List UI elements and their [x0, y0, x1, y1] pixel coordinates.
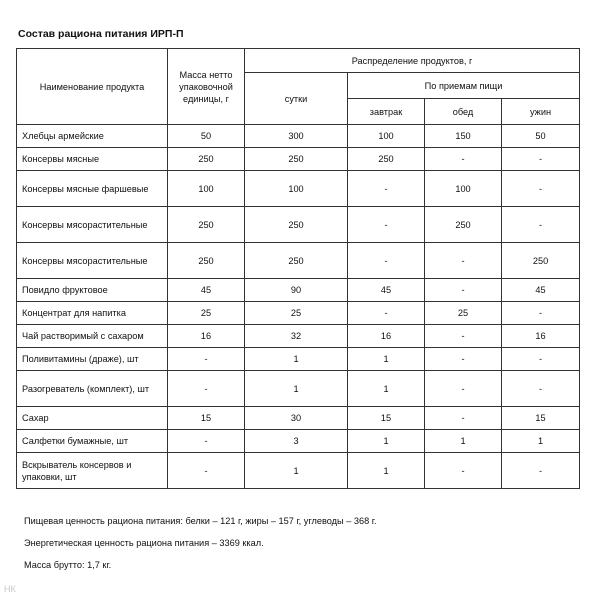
cell-net-mass: 16 [168, 325, 245, 348]
cell-breakfast: - [348, 207, 425, 243]
table-row [17, 348, 580, 371]
table-row [17, 371, 580, 407]
cell-dinner: - [502, 148, 580, 171]
table-row [17, 325, 580, 348]
cell-day: 1 [245, 348, 348, 371]
header-net-mass: Масса нетто упаковочной единицы, г [168, 49, 245, 125]
header-meals: По приемам пищи [348, 73, 580, 99]
cell-day: 3 [245, 430, 348, 453]
cell-product-name: Консервы мясные [17, 148, 168, 171]
cell-day: 90 [245, 279, 348, 302]
table-row [17, 453, 580, 489]
cell-day: 250 [245, 148, 348, 171]
cell-product-name: Чай растворимый с сахаром [17, 325, 168, 348]
cell-breakfast: - [348, 302, 425, 325]
table-row [17, 148, 580, 171]
cell-breakfast: 16 [348, 325, 425, 348]
cell-lunch: - [425, 348, 502, 371]
cell-dinner: 16 [502, 325, 580, 348]
cell-lunch: - [425, 243, 502, 279]
header-dinner: ужин [502, 99, 580, 125]
cell-net-mass: 100 [168, 171, 245, 207]
cell-product-name: Разогреватель (комплект), шт [17, 371, 168, 407]
cell-breakfast: 1 [348, 371, 425, 407]
cell-dinner: - [502, 348, 580, 371]
cell-net-mass: 50 [168, 125, 245, 148]
ration-table-body [17, 125, 580, 489]
document-title: Состав рациона питания ИРП-П [18, 28, 184, 40]
cell-breakfast: 1 [348, 348, 425, 371]
cell-product-name: Консервы мясорастительные [17, 243, 168, 279]
cell-lunch: 100 [425, 171, 502, 207]
cell-lunch: - [425, 279, 502, 302]
cell-day: 32 [245, 325, 348, 348]
cell-product-name: Вскрыватель консервов и упаковки, шт [17, 453, 168, 489]
cell-net-mass: 15 [168, 407, 245, 430]
cell-day: 100 [245, 171, 348, 207]
cell-dinner: 15 [502, 407, 580, 430]
cell-net-mass: 250 [168, 148, 245, 171]
table-row [17, 125, 580, 148]
cell-day: 300 [245, 125, 348, 148]
cell-product-name: Концентрат для напитка [17, 302, 168, 325]
cell-lunch: - [425, 371, 502, 407]
table-row [17, 430, 580, 453]
cell-product-name: Сахар [17, 407, 168, 430]
cell-product-name: Консервы мясорастительные [17, 207, 168, 243]
cell-dinner: 1 [502, 430, 580, 453]
cell-day: 1 [245, 453, 348, 489]
cell-dinner: - [502, 207, 580, 243]
header-breakfast: завтрак [348, 99, 425, 125]
cell-dinner: - [502, 171, 580, 207]
cell-product-name: Повидло фруктовое [17, 279, 168, 302]
cell-day: 250 [245, 243, 348, 279]
cell-lunch: 1 [425, 430, 502, 453]
energy-note: Энергетическая ценность рациона питания – 3369 ккал. [24, 538, 264, 548]
cell-net-mass: 25 [168, 302, 245, 325]
cell-net-mass: 250 [168, 207, 245, 243]
cell-lunch: - [425, 148, 502, 171]
table-row [17, 407, 580, 430]
cell-day: 1 [245, 371, 348, 407]
cell-breakfast: 250 [348, 148, 425, 171]
cell-dinner: 45 [502, 279, 580, 302]
cell-net-mass: - [168, 371, 245, 407]
cell-lunch: - [425, 325, 502, 348]
gross-mass-note: Масса брутто: 1,7 кг. [24, 560, 112, 570]
table-row [17, 243, 580, 279]
table-row [17, 171, 580, 207]
cell-dinner: 250 [502, 243, 580, 279]
cell-net-mass: - [168, 430, 245, 453]
cell-breakfast: 1 [348, 453, 425, 489]
cell-breakfast: 45 [348, 279, 425, 302]
cell-net-mass: 45 [168, 279, 245, 302]
cell-product-name: Консервы мясные фаршевые [17, 171, 168, 207]
cell-product-name: Хлебцы армейские [17, 125, 168, 148]
cell-day: 30 [245, 407, 348, 430]
cell-breakfast: 1 [348, 430, 425, 453]
table-row [17, 279, 580, 302]
header-day: сутки [245, 73, 348, 125]
cell-breakfast: 15 [348, 407, 425, 430]
cell-dinner: 50 [502, 125, 580, 148]
header-lunch: обед [425, 99, 502, 125]
cell-net-mass: - [168, 348, 245, 371]
header-distribution: Распределение продуктов, г [245, 49, 580, 73]
cell-lunch: 150 [425, 125, 502, 148]
cell-breakfast: 100 [348, 125, 425, 148]
cell-day: 25 [245, 302, 348, 325]
table-row [17, 302, 580, 325]
cell-breakfast: - [348, 171, 425, 207]
watermark: НК [4, 584, 16, 594]
cell-breakfast: - [348, 243, 425, 279]
cell-lunch: 25 [425, 302, 502, 325]
nutrition-note: Пищевая ценность рациона питания: белки – 121 г, жиры – 157 г, углеводы – 368 г. [24, 516, 377, 526]
cell-net-mass: - [168, 453, 245, 489]
cell-lunch: - [425, 407, 502, 430]
cell-dinner: - [502, 302, 580, 325]
ration-table [16, 48, 580, 489]
cell-dinner: - [502, 453, 580, 489]
cell-product-name: Поливитамины (драже), шт [17, 348, 168, 371]
cell-lunch: - [425, 453, 502, 489]
cell-lunch: 250 [425, 207, 502, 243]
cell-day: 250 [245, 207, 348, 243]
cell-net-mass: 250 [168, 243, 245, 279]
cell-product-name: Салфетки бумажные, шт [17, 430, 168, 453]
header-product-name: Наименование продукта [17, 49, 168, 125]
table-row [17, 207, 580, 243]
cell-dinner: - [502, 371, 580, 407]
